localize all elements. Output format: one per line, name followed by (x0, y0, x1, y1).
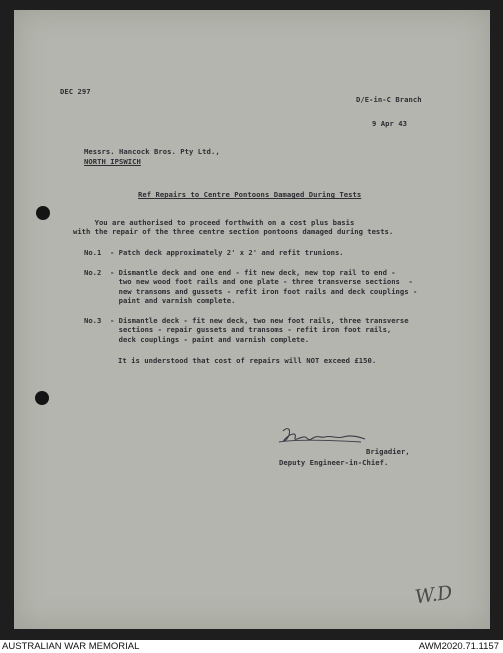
signatory-rank: Brigadier, (366, 447, 410, 456)
file-reference: DEC 297 (60, 87, 91, 96)
punch-hole-top (36, 206, 50, 220)
footer-institution: AUSTRALIAN WAR MEMORIAL (2, 641, 140, 652)
letter-date: 9 Apr 43 (372, 119, 408, 128)
intro-paragraph: You are authorised to proceed forthwith on a cost plus basis with the repair of the three centre section pontoons damaged during tests. (73, 218, 394, 237)
addressee-name: Messrs. Hancock Bros. Pty Ltd., (84, 147, 220, 156)
handwritten-signature (277, 423, 369, 449)
footer-accession-number: AWM2020.71.1157 (418, 641, 499, 652)
addressee-location: NORTH IPSWICH (84, 157, 141, 166)
item-2: No.2 - Dismantle deck and one end - fit new deck, new top rail to end - two new wood foot rails and one plate - three transverse sections - new transoms and gussets - refit iron foot rails and deck couplings - paint and varnish complete. (84, 268, 418, 305)
item-1: No.1 - Patch deck approximately 2' x 2' and refit trunions. (84, 248, 344, 257)
item-3: No.3 - Dismantle deck - fit new deck, two new foot rails, three transverse sections - repair gussets and transoms - refit iron foot rails, deck couplings - paint and varnish complete. (84, 316, 409, 344)
archive-footer (0, 640, 503, 653)
signatory-title: Deputy Engineer-in-Chief. (279, 458, 389, 467)
cost-note: It is understood that cost of repairs will NOT exceed £150. (118, 356, 377, 365)
punch-hole-bottom (35, 391, 49, 405)
handwritten-mark: W.D (413, 581, 454, 609)
subject-line: Ref Repairs to Centre Pontoons Damaged During Tests (138, 190, 362, 199)
branch-name: D/E-in-C Branch (356, 95, 422, 104)
